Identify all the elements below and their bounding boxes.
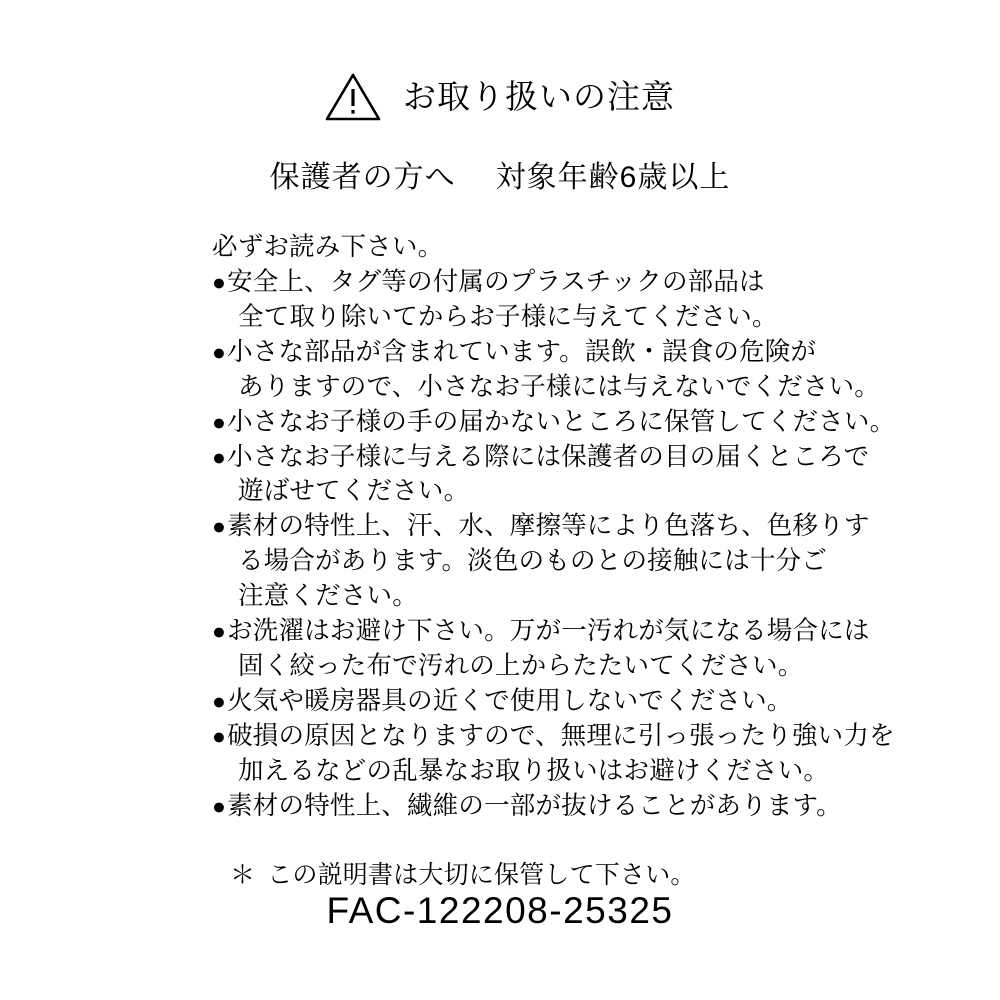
bullet-line: る場合があります。淡色のものとの接触には十分ご — [238, 547, 828, 576]
bullet-line: 遊ばせてください。 — [238, 477, 470, 506]
bullet-line: ● 素材の特性上、繊維の一部が抜けることがあります。 — [212, 789, 860, 824]
page-title: お取り扱いの注意 — [403, 77, 675, 115]
note-text: この説明書は大切に保管して下さい。 — [267, 860, 696, 889]
list-item — [212, 440, 870, 510]
list-item — [212, 335, 880, 405]
subtitle-age: 対象年齢6歳以上 — [495, 161, 731, 194]
list-item — [212, 719, 895, 789]
warning-list — [212, 265, 896, 824]
list-item — [212, 684, 860, 719]
bullet-line: 固く絞った布で汚れの上からたたいてください。 — [238, 652, 804, 681]
title-row — [0, 0, 1000, 122]
bullet-line: 加えるなどの乱暴なお取り扱いはお避けください。 — [238, 756, 830, 785]
list-item — [212, 265, 860, 335]
bullet-line: ● 小さな部品が含まれています。誤飲・誤食の危険が — [212, 335, 860, 370]
list-item — [212, 614, 870, 684]
list-item — [212, 405, 896, 440]
lead-text: 必ずお読み下さい。 — [212, 233, 444, 261]
note-star: ＊ — [230, 860, 256, 889]
warning-triangle-icon — [325, 72, 381, 122]
subtitle-guardian: 保護者の方へ — [269, 161, 456, 194]
product-code: FAC-122208-25325 — [326, 890, 674, 931]
bullet-line: ● 安全上、タグ等の付属のプラスチックの部品は — [212, 265, 860, 300]
bullet-line: ● 小さなお子様に与える際には保護者の目の届くところで — [212, 440, 860, 475]
bullet-line: ● お洗濯はお避け下さい。万が一汚れが気になる場合には — [212, 614, 860, 649]
bullet-line: ● 火気や暖房器具の近くで使用しないでください。 — [212, 684, 860, 719]
list-item — [212, 789, 860, 824]
storage-note — [212, 858, 860, 892]
body-block — [0, 230, 1000, 892]
subtitle-row — [0, 152, 1000, 196]
bullet-line: ● 小さなお子様の手の届かないところに保管してください。 — [212, 405, 860, 440]
bullet-line: ● 素材の特性上、汗、水、摩擦等により色落ち、色移りす — [212, 509, 860, 544]
bullet-line: ありますので、小さなお子様には与えないでください。 — [238, 372, 880, 401]
bullet-line: ● 破損の原因となりますので、無理に引っ張ったり強い力を — [212, 719, 860, 754]
list-item — [212, 509, 870, 614]
bullet-line: 注意ください。 — [238, 582, 418, 611]
bullet-line: 全て取り除いてからお子様に与えてください。 — [238, 302, 778, 331]
